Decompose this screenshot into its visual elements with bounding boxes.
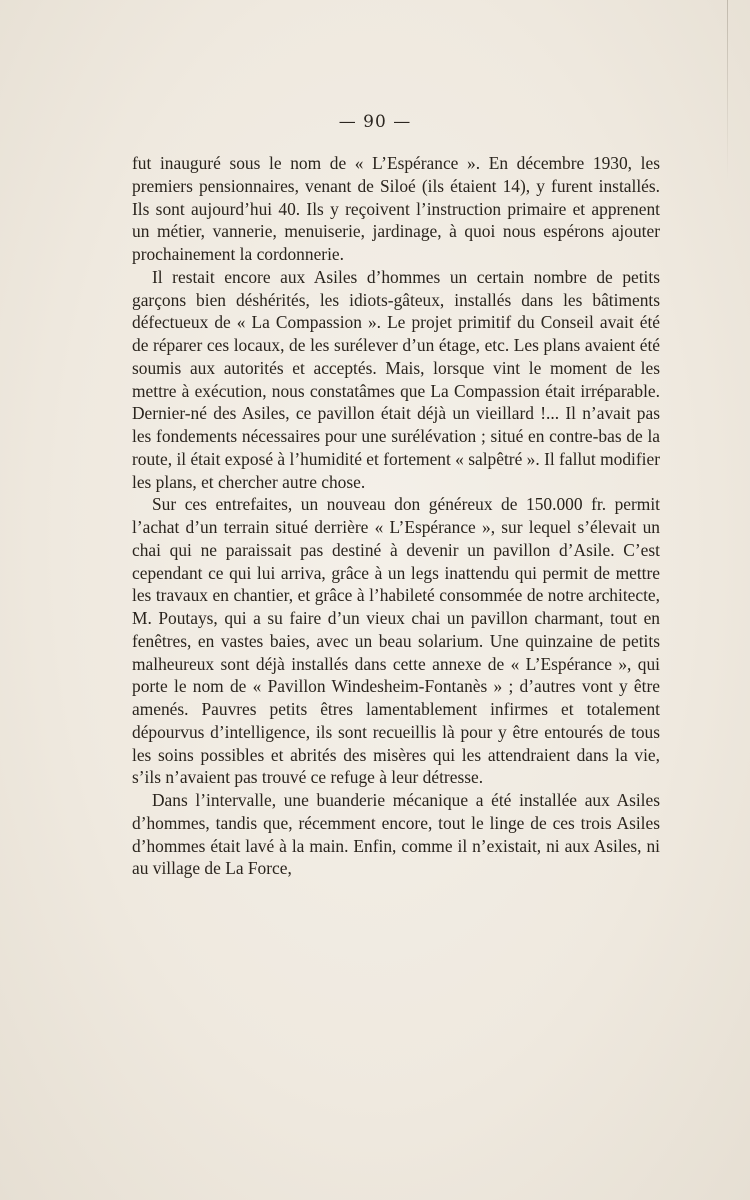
paragraph-2: Il restait encore aux Asiles d’hommes un certain nombre de petits garçons bien déshérités, les idiots-gâteux, installés dans les bâtiments défectueux de « La Compassion ». Le projet primitif du Conseil avait été de réparer ces locaux, de les surélever d’un étage, etc. Les plans avaient été soumis aux autorités et acceptés. Mais, lorsque vint le moment de les mettre à exécution, nous constatâmes que La Compassion était irréparable. Dernier-né des Asiles, ce pavillon était déjà un vieillard !... Il n’avait pas les fondements nécessaires pour une surélévation ; situé en contre-bas de la route, il était exposé à l’humidité et fortement « salpêtré ». Il fallut modifier les plans, et chercher autre chose. xyxy=(132,266,660,492)
page-number: — 90 — xyxy=(338,112,412,132)
paragraph-1: fut inauguré sous le nom de « L’Espérance ». En décembre 1930, les premiers pensionnaires, venant de Siloé (ils étaient 14), y furent installés. Ils sont aujourd’hui 40. Ils y reçoivent l’instruction primaire et apprenent un métier, vannerie, menuiserie, jardinage, à quoi nous espérons ajouter prochainement la cordonnerie. xyxy=(132,153,660,264)
paragraph-4: Dans l’intervalle, une buanderie mécanique a été installée aux Asiles d’hommes, tandis que, récemment encore, tout le linge de ces trois Asiles d’hommes était lavé à la main. Enfin, comme il n’existait, ni aux Asiles, ni au village de La Force, xyxy=(132,790,660,879)
paragraph-3: Sur ces entrefaites, un nouveau don généreux de 150.000 fr. permit l’achat d’un terrain situé derrière « L’Espérance », sur lequel s’élevait un chai qui ne paraissait pas destiné à devenir un pavillon d’Asile. C’est cependant ce qui lui arriva, grâce à un legs inattendu qui permit de mettre les travaux en chantier, et grâce à l’habileté consommée de notre architecte, M. Poutays, qui a su faire d’un vieux chai un pavillon charmant, tout en fenêtres, en vastes baies, avec un beau solarium. Une quinzaine de petits malheureux sont déjà installés dans cette annexe de « L’Espérance », qui porte le nom de « Pavillon Windesheim-Fontanès » ; d’autres vont y être amenés. Pauvres petits êtres lamentablement infirmes et totalement dépourvus d’intelligence, ils sont recueillis là pour y être entourés de tous les soins possibles et abrités des misères qui les attendraient dans la vie, s’ils n’avaient pas trouvé ce refuge à leur détresse. xyxy=(132,494,660,788)
page-fold-line xyxy=(727,0,728,180)
body-text xyxy=(132,152,660,880)
